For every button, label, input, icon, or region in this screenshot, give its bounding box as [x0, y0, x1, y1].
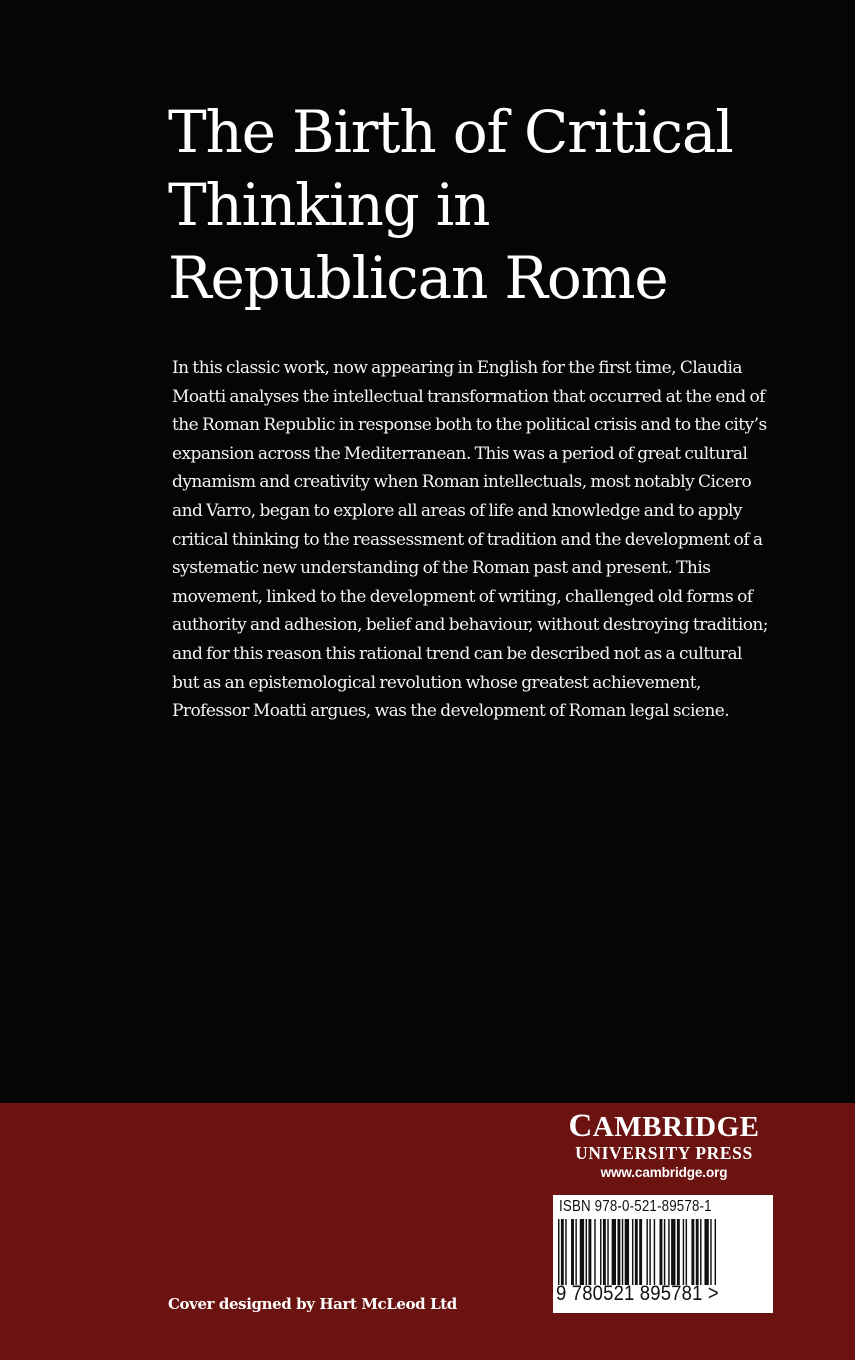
publisher-subtitle: UNIVERSITY PRESS: [575, 1143, 753, 1163]
publisher-name-rest: AMBRIDGE: [592, 1111, 760, 1143]
publisher-logo: [553, 1110, 775, 1183]
cover-design-credit: Cover designed by Hart McLeod Ltd: [168, 1295, 457, 1313]
publisher-url: www.cambridge.org: [600, 1165, 728, 1180]
publisher-name-initial: C: [568, 1108, 593, 1144]
publisher-name: [553, 1110, 775, 1143]
book-title: The Birth of Critical Thinking in Republican Rome: [168, 98, 733, 312]
isbn-label: ISBN 978-0-521-89578-1: [559, 1198, 712, 1215]
ean-digits: 9 780521 895781 >: [556, 1282, 719, 1305]
barcode-box: [553, 1195, 773, 1313]
book-blurb: In this classic work, now appearing in English for the first time, Claudia Moatti analyses the intellectual transformation that occurred at the end of the Roman Republic in response both to the political crisis and to the city’s expansion across the Mediterranean. This was a period of great cultural dynamism and creativity when Roman intellectuals, most notably Cicero and Varro, began to explore all areas of life and knowledge and to apply critical thinking to the reassessment of tradition and the development of a systematic new understanding of the Roman past and present. This movement, linked to the development of writing, challenged old forms of authority and adhesion, belief and behaviour, without destroying tradition; and for this reason this rational trend can be described not as a cultural but as an epistemological revolution whose greatest achievement, Professor Moatti argues, was the development of Roman legal sciene.: [172, 358, 768, 722]
barcode-icon: [558, 1219, 758, 1285]
